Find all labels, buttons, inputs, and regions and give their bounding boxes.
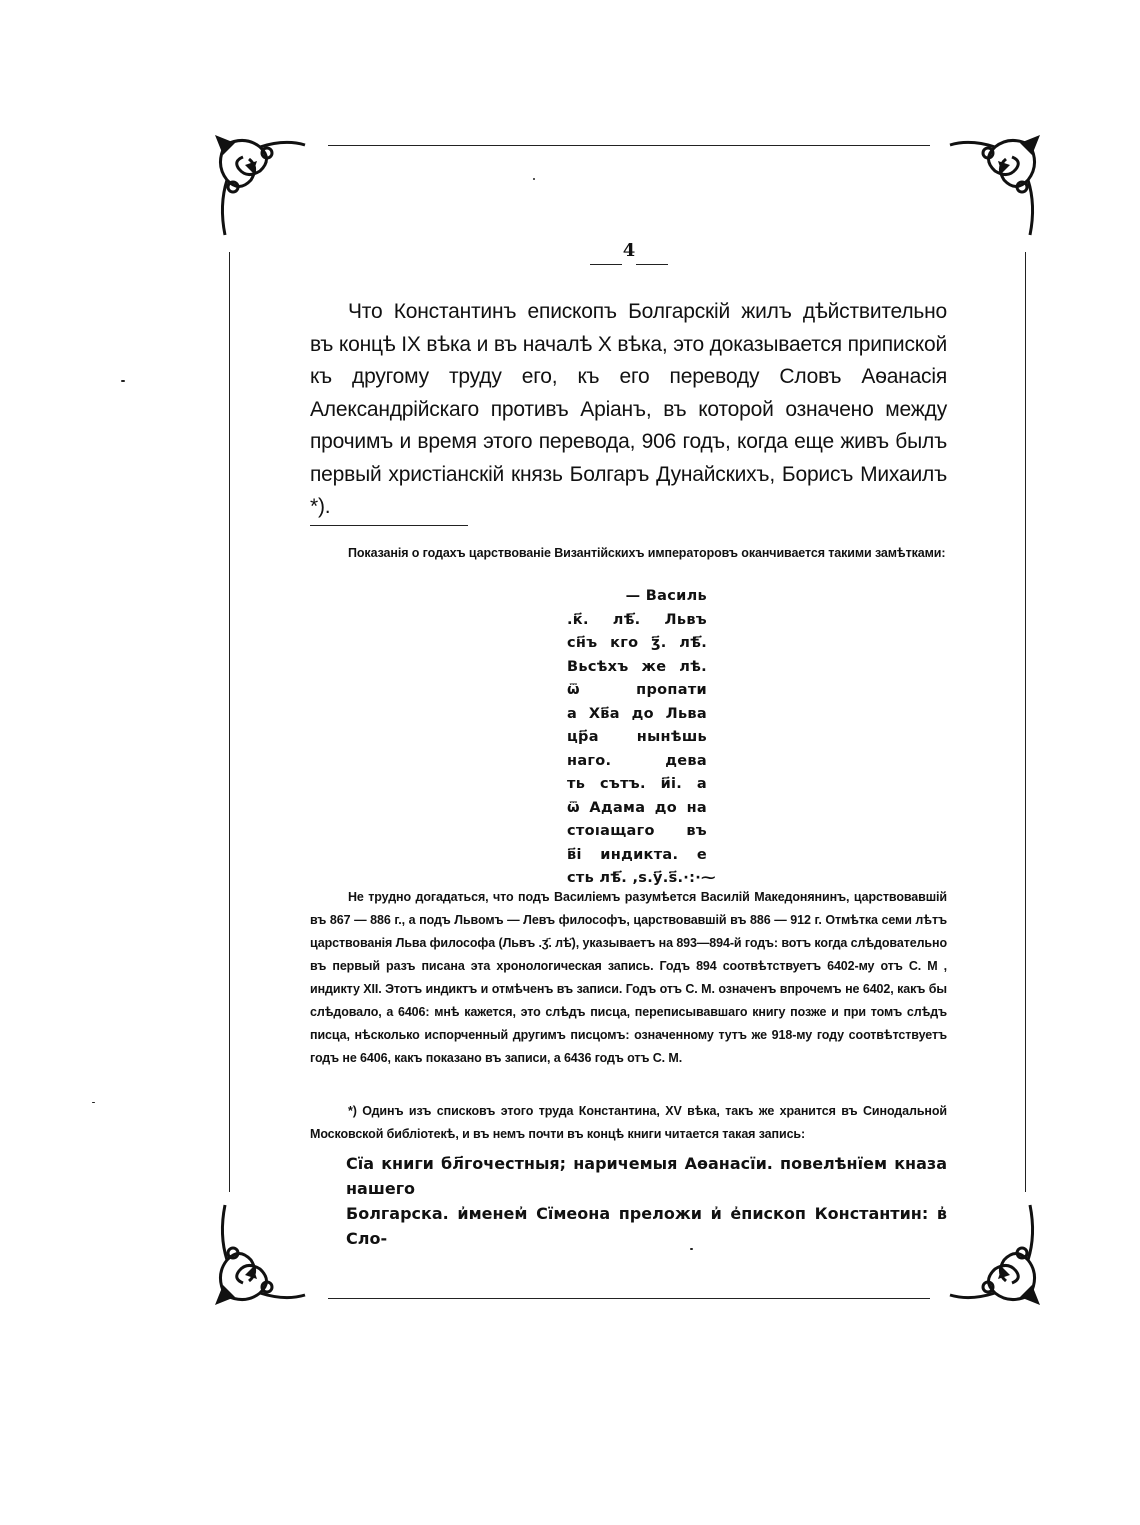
- frame-top-rule: [328, 145, 930, 146]
- slavonic-line: Болгарска. и҆менем҆ Сїмеона преложи и҆ е҆пископ Константин: в҆ Сло-: [346, 1204, 947, 1248]
- slavonic-line: Сїа книги бл҃гочестныя; наричемыя Аѳанасїи. повелѣнїем кназа нашего: [346, 1154, 947, 1198]
- chronicle-line: Вьсѣхъ же лѣ.: [567, 658, 707, 675]
- scan-speck: [690, 1248, 693, 1250]
- chronicle-line: а Хв҃а до Льва: [567, 705, 707, 722]
- scan-speck: [121, 380, 125, 382]
- footnote-explanation-text: Не трудно догадаться, что подъ Василіемъ разумѣется Василій Македонянинъ, царствовавшій въ 867 — 886 г., а подъ Львомъ — Левъ философъ, царствовавшій въ 886 — 912 г. Отмѣтка семи лѣтъ царствованія Льва философа (Львъ .ӡ҃. лѣ҃), указываетъ на 893—894-й годъ: вотъ когда слѣдовательно въ первый разъ писана эта хронологическая запись. Годъ 894 соотвѣтствуетъ 6402-му отъ С. М , индикту XII. Этотъ индиктъ и отмѣченъ въ записи. Годъ отъ С. М. означенъ впрочемъ не 6402, какъ бы слѣдовало, а 6406: мнѣ кажется, это слѣдъ писца, переписывавшаго книгу позже и при томъ слѣдъ писца, нѣсколько испорченный другимъ писцомъ: означенному тутъ же 918-му году соотвѣтствуетъ годъ не 6406, какъ показано въ записи, а 6436 годъ отъ С. М.: [310, 890, 947, 1065]
- chronicle-line: стоıащаго въ: [567, 823, 707, 839]
- scan-speck: [533, 178, 535, 180]
- footnote-star-text: *) Одинъ изъ списковъ этого труда Константина, XV вѣка, такъ же хранится въ Синодальной Московской библіотекѣ, и въ немъ почти въ концѣ книги читается такая запись:: [310, 1104, 947, 1141]
- ornament-bottom-left-icon: [205, 1195, 325, 1315]
- chronicle-line: цр҃а нынѣшь: [567, 729, 707, 745]
- chronicle-line: ѿ Адама до на: [567, 799, 707, 816]
- frame-right-rule: [1025, 252, 1026, 1192]
- page-number-rule-left: [590, 264, 622, 265]
- page-number: 4: [622, 240, 636, 261]
- chronicle-line: наго. дева: [567, 752, 707, 769]
- chronicle-line: .к҃. лѣ҃. Львъ: [567, 611, 707, 628]
- chronicle-line: — Василь: [625, 588, 707, 604]
- chronicle-line: сн҃ъ кго ӡ҃. лѣ҃.: [567, 635, 707, 651]
- ornament-top-left-icon: [205, 125, 325, 245]
- chronicle-line: ѿ пропати: [567, 682, 707, 698]
- frame-left-rule: [229, 252, 230, 1192]
- scan-speck: [92, 1102, 95, 1103]
- slavonic-quotation: [310, 1151, 947, 1251]
- frame-bottom-rule: [328, 1298, 930, 1299]
- footnote-intro-text: Показанія о годахъ царствованіе Византійскихъ императоровъ оканчивается такими замѣтками:: [348, 546, 946, 560]
- page-number-rule-right: [636, 264, 668, 265]
- footnote-explanation: [310, 886, 947, 1070]
- main-paragraph: [310, 296, 947, 524]
- chronicle-line: сть лѣ҃. ,ѕ.у҃.ѕ҃.·:·⁓: [567, 870, 716, 886]
- footnote-separator: [310, 525, 468, 526]
- ornament-top-right-icon: [930, 125, 1050, 245]
- main-paragraph-text: Что Константинъ епископъ Болгарскій жилъ дѣйствительно въ концѣ IX вѣка и въ началѣ X вѣка, это доказывается припиской къ другому труду его, къ его переводу Словъ Аѳанасія Александрійскаго противъ Аріанъ, въ которой означено между прочимъ и время этого перевода, 906 годъ, когда еще живъ былъ первый христіанскій князь Болгаръ Дунайскихъ, Борисъ Михаилъ *).: [310, 300, 947, 518]
- chronicle-line: ть сътъ. и҃і. а: [567, 776, 707, 792]
- chronicle-quotation: [567, 585, 716, 891]
- footnote-star: [310, 1100, 947, 1146]
- ornament-bottom-right-icon: [930, 1195, 1050, 1315]
- chronicle-line: в҃і индикта. е: [567, 846, 707, 863]
- footnote-intro: [310, 542, 947, 565]
